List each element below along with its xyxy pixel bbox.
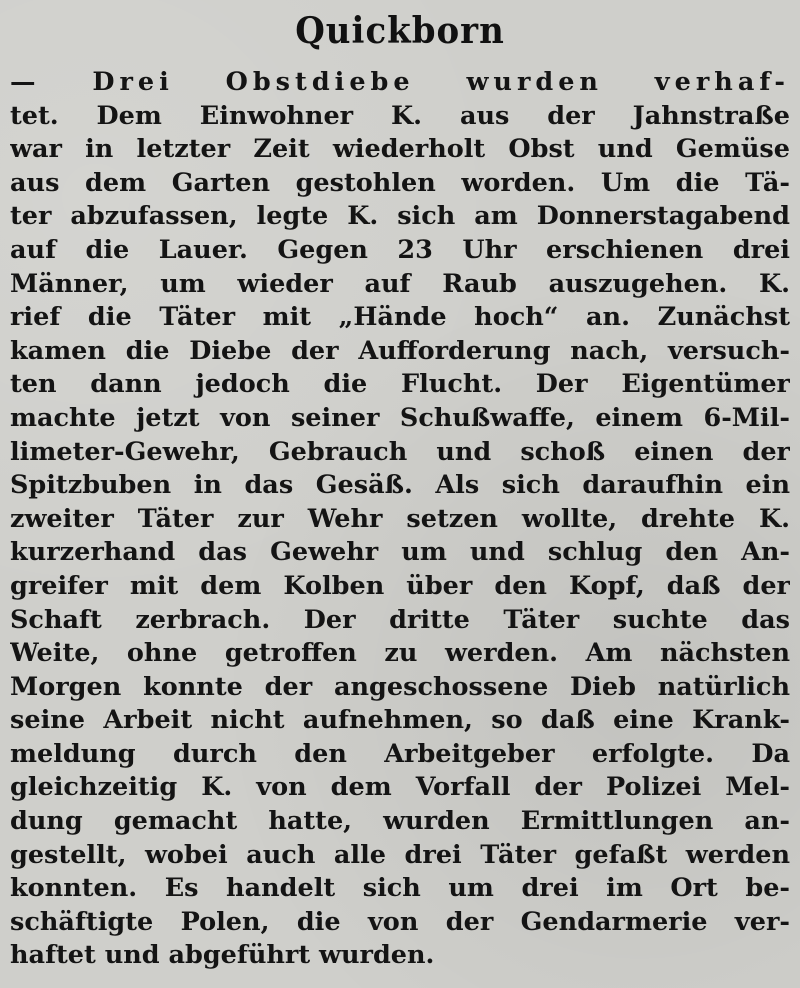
article-line: rief die Täter mit „Hände hoch“ an. Zunächst [10,302,790,333]
article-line: Morgen konnte der angeschossene Dieb natürlich [10,671,790,702]
article-line: gestellt, wobei auch alle drei Täter gefaßt werden [10,839,790,870]
article-line: auf die Lauer. Gegen 23 Uhr erschienen drei [10,234,790,265]
article-line: ten dann jedoch die Flucht. Der Eigentümer [10,369,790,400]
article-line: greifer mit dem Kolben über den Kopf, daß der [10,570,790,601]
article-line: machte jetzt von seiner Schußwaffe, einem 6-Mil- [10,402,790,433]
article-line: — Drei Obstdiebe wurden verhaf- [10,67,790,97]
article-line: gleichzeitig K. von dem Vorfall der Polizei Mel- [10,772,790,803]
article-line: Schaft zerbrach. Der dritte Täter suchte das [10,604,790,635]
article-line: Spitzbuben in das Gesäß. Als sich daraufhin ein [10,470,790,501]
article-line: Weite, ohne getroffen zu werden. Am nächsten [10,638,790,669]
article-line: zweiter Täter zur Wehr setzen wollte, drehte K. [10,503,790,534]
article-line: konnten. Es handelt sich um drei im Ort be- [10,873,790,904]
article-line: Männer, um wieder auf Raub auszugehen. K. [10,268,790,299]
article-line: limeter-Gewehr, Gebrauch und schoß einen der [10,436,790,467]
article-line: aus dem Garten gestohlen worden. Um die Tä- [10,167,790,198]
article-line: war in letzter Zeit wiederholt Obst und Gemüse [10,134,790,165]
article-line: tet. Dem Einwohner K. aus der Jahnstraße [10,100,790,131]
article-line: ter abzufassen, legte K. sich am Donnerstagabend [10,201,790,232]
article-line: dung gemacht hatte, wurden Ermittlungen an- [10,806,790,837]
article-line: kurzerhand das Gewehr um und schlug den An- [10,537,790,568]
article-line: seine Arbeit nicht aufnehmen, so daß eine Krank- [10,705,790,736]
article-line: haftet und abgeführt wurden. [10,940,435,971]
article-line: kamen die Diebe der Aufforderung nach, versuch- [10,335,790,366]
headline: Quickborn [295,9,505,53]
article-body [10,66,790,973]
article-line: meldung durch den Arbeitgeber erfolgte. Da [10,738,790,769]
article-line: schäftigte Polen, die von der Gendarmerie ver- [10,906,790,937]
